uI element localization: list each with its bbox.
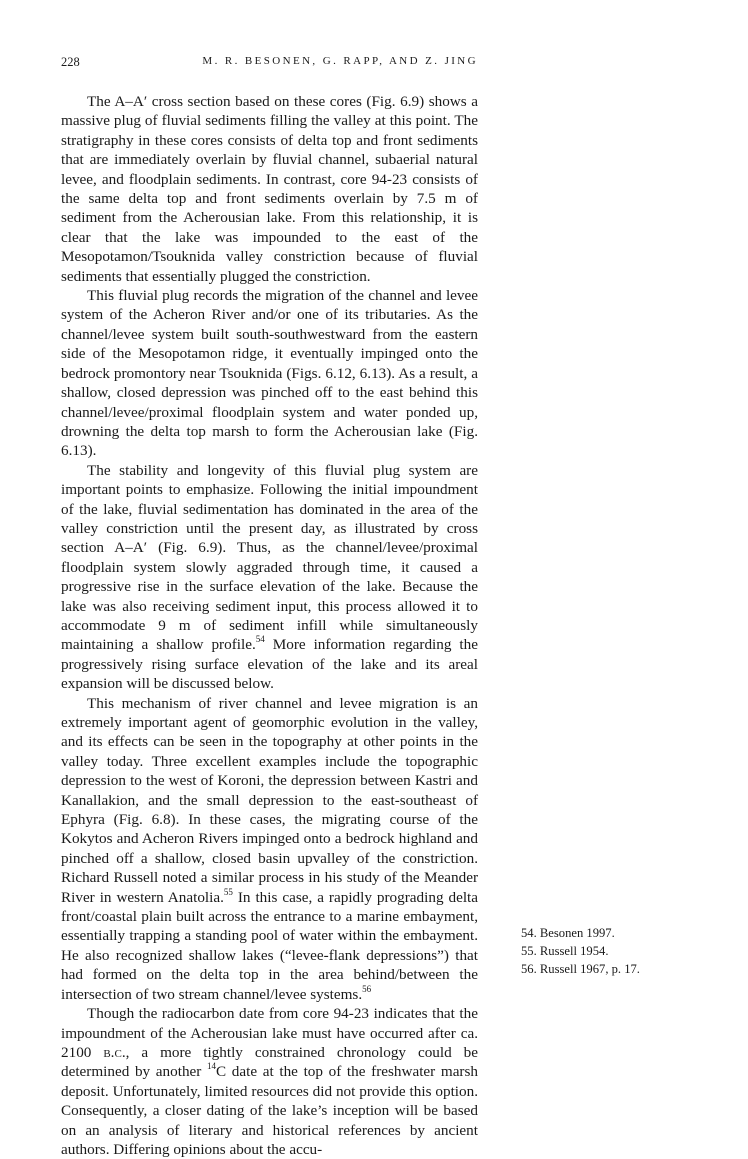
paragraph-5-c: C date at the top of the freshwater marsh deposit. Unfortunately, limited resources did not provide this option. Consequently, a closer dating of the lake’s inception will be based on an analysis of literary and historical references by ancient authors. Differing opinions about the accu- bbox=[61, 1063, 478, 1158]
footnote-54: 54. Besonen 1997. bbox=[521, 926, 615, 940]
footnote-ref-56[interactable]: 56 bbox=[362, 983, 372, 994]
footnote-55: 55. Russell 1954. bbox=[521, 944, 609, 958]
paragraph-4 bbox=[61, 694, 478, 1005]
page-number: 228 bbox=[61, 55, 80, 69]
paragraph-2: This fluvial plug records the migration of the channel and levee system of the Acheron River and/or one of its tributaries. As the channel/levee system built south-southwestward from the eastern side of the Mesopotamon ridge, it eventually impinged onto the bedrock promontory near Tsouknida (Figs. 6.12, 6.13). As a result, a shallow, closed depression was pinched off to the east behind this channel/levee/proximal floodplain system and water ponded up, drowning the delta top marsh to form the Acherousian lake (Fig. 6.13). bbox=[61, 287, 478, 460]
footnote-ref-54[interactable]: 54 bbox=[255, 634, 265, 645]
footnotes bbox=[521, 924, 721, 978]
footnote-ref-55[interactable]: 55 bbox=[223, 886, 233, 897]
paragraph-4-text: This mechanism of river channel and levee migration is an extremely important agent of geomorphic evolution in the valley, and its effects can be seen in the topography at other points in the valley today. Three excellent examples include the topographic depression to the west of Koroni, the depression between Kastri and Kanallakion, and the small depression to the east-southeast of Ephyra (Fig. 6.8). In these cases, the migrating course of the Kokytos and Acheron Rivers impinged onto a bedrock highland and pinched off a shallow, closed basin upvalley of the constriction. Richard Russell noted a similar process in his study of the Meander River in western Anatolia. bbox=[61, 694, 478, 906]
footnote-56: 56. Russell 1967, p. 17. bbox=[521, 962, 640, 976]
main-text bbox=[61, 92, 478, 1159]
running-head: M. R. BESONEN, G. RAPP, AND Z. JING bbox=[202, 55, 478, 67]
paragraph-5-a: Though the radiocarbon date from core 94-23 indicates that the impoundment of the Acherousian lake must have occurred after ca. 2100 bbox=[61, 1005, 478, 1061]
paragraph-3-text: The stability and longevity of this fluvial plug system are important points to emphasize. Following the initial impoundment of the lake, fluvial sedimentation has dominated in the area of the valley constriction until the present day, as illustrated by cross section A–A′ (Fig. 6.9). Thus, as the channel/levee/proximal floodplain system slowly aggraded through time, it caused a progressive rise in the surface elevation of the lake. Because the lake was also receiving sediment input, this process allowed it to accommodate 9 m of sediment infill while simultaneously maintaining a shallow profile. bbox=[61, 461, 478, 654]
paragraph-3-tail: More information regarding the progressively rising surface elevation of the lake and its areal expansion will be discussed below. bbox=[61, 636, 478, 693]
paragraph-5-b: , a more tightly constrained chronology could be determined by another bbox=[61, 1043, 478, 1081]
bc-abbrev: b.c. bbox=[103, 1043, 126, 1061]
page-header bbox=[61, 55, 478, 75]
paragraph-1: The A–A′ cross section based on these cores (Fig. 6.9) shows a massive plug of fluvial sediments filling the valley at this point. The stratigraphy in these cores consists of delta top and front sediments that are immediately overlain by fluvial channel, subaerial natural levee, and floodplain sediments. In contrast, core 94-23 consists of the same delta top and front sediments overlain by 7.5 m of sediment from the Acherousian lake. From this relationship, it is clear that the lake was impounded to the east of the Mesopotamon/Tsouknida valley constriction because of fluvial sediments that essentially plugged the constriction. bbox=[61, 93, 478, 285]
paragraph-5 bbox=[61, 1004, 478, 1159]
paragraph-4-mid: In this case, a rapidly prograding delta front/coastal plain built across the entrance to a marine embayment, essentially trapping a standing pool of water within the embayment. He also recognized shallow lakes (“levee-flank depressions”) that had formed on the delta top in the area behind/between the intersection of two stream channel/levee systems. bbox=[61, 888, 479, 1003]
paragraph-3 bbox=[61, 461, 478, 694]
isotope-superscript: 14 bbox=[207, 1061, 217, 1072]
